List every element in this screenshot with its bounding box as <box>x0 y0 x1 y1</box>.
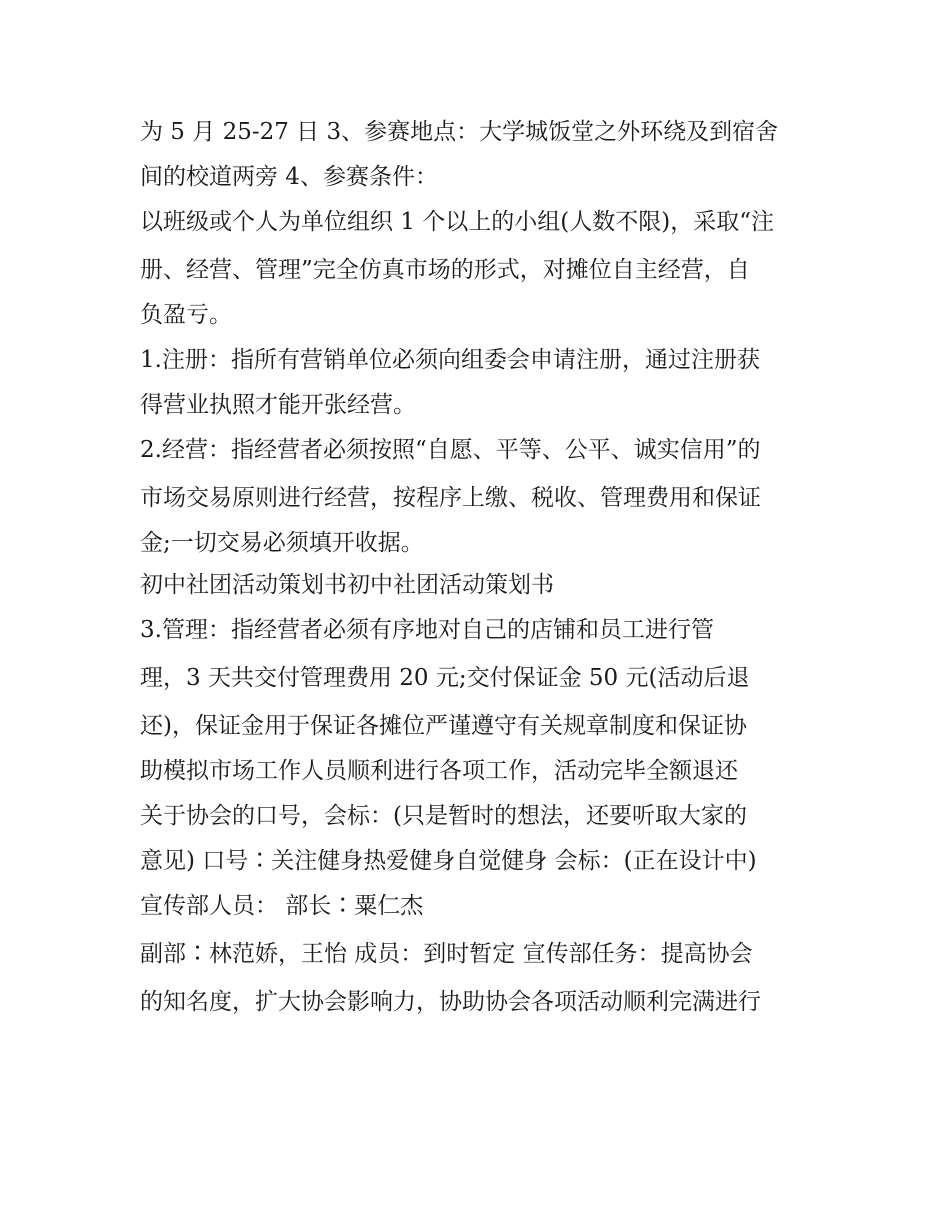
document-body <box>140 108 820 1026</box>
text-line: 间的校道两旁 4、参赛条件： <box>140 164 438 190</box>
text-line: 副部∶林范娇，王怡 成员：到时暂定 宣传部任务：提高协会 <box>140 941 753 967</box>
text-line: 以班级或个人为单位组织 1 个以上的小组(人数不限)，采取“注 <box>140 209 774 235</box>
text-line: 金;一切交易必须填开收据。 <box>140 530 424 556</box>
text-line: 1.注册：指所有营销单位必须向组委会申请注册，通过注册获 <box>140 347 760 373</box>
text-line: 还)，保证金用于保证各摊位严谨遵守有关规章制度和保证协 <box>140 713 747 739</box>
text-line: 助模拟市场工作人员顺利进行各项工作，活动完毕全额退还 <box>140 758 738 784</box>
section-title-line: 初中社团活动策划书初中社团活动策划书 <box>140 572 554 598</box>
text-line: 册、经营、管理”完全仿真市场的形式，对摊位自主经营，自 <box>140 257 750 283</box>
text-line: 宣传部人员： 部长∶粟仁杰 <box>140 893 424 919</box>
text-line: 得营业执照才能开张经营。 <box>140 392 416 418</box>
text-line: 意见) 口号∶关注健身热爱健身自觉健身 会标：(正在设计中) <box>140 848 757 874</box>
text-line: 市场交易原则进行经营，按程序上缴、税收、管理费用和保证 <box>140 485 761 511</box>
text-line: 3.管理：指经营者必须有序地对自己的店铺和员工进行管 <box>140 617 714 643</box>
text-line: 的知名度，扩大协会影响力，协助协会各项活动顺利完满进行 <box>140 989 761 1015</box>
text-line: 关于协会的口号，会标：(只是暂时的想法，还要听取大家的 <box>140 803 747 829</box>
text-line: 负盈亏。 <box>140 302 232 328</box>
text-line: 为 5 月 25-27 日 3、参赛地点：大学城饭堂之外环绕及到宿舍 <box>140 119 779 145</box>
text-line: 2.经营：指经营者必须按照“自愿、平等、公平、诚实信用”的 <box>140 437 761 463</box>
text-line: 理，3 天共交付管理费用 20 元;交付保证金 50 元(活动后退 <box>140 665 750 691</box>
